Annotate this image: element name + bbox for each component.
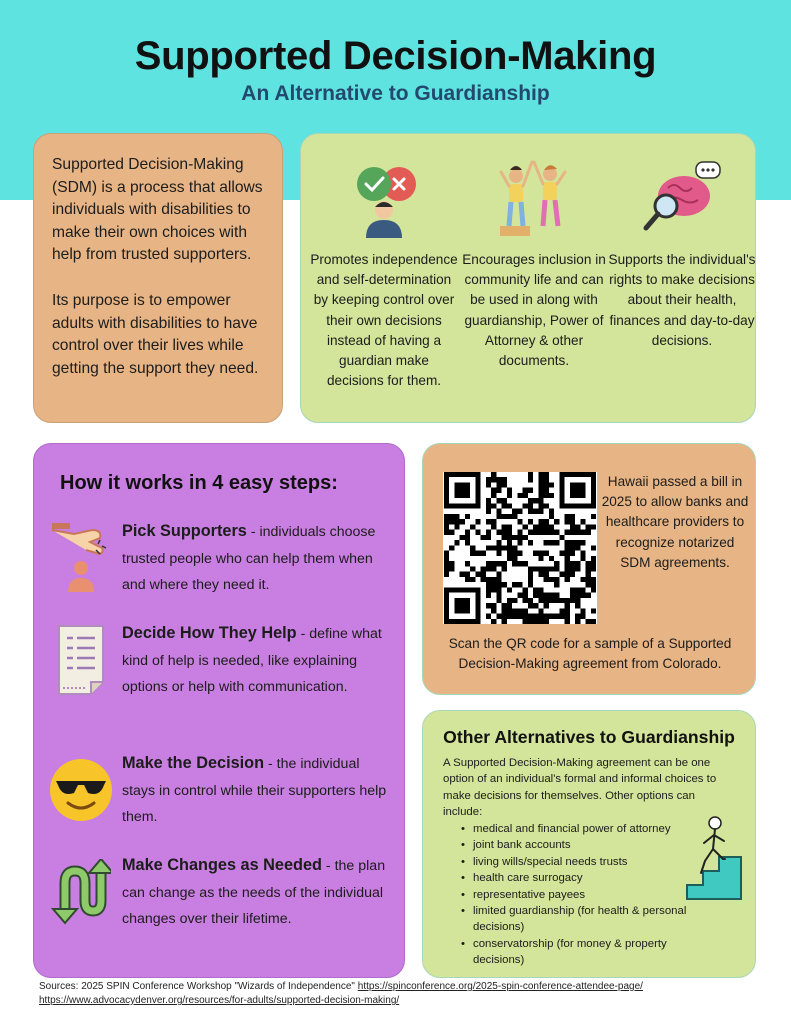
hawaii-bill-note: Hawaii passed a bill in 2025 to allow banks and healthcare providers to recognize notarized SDM agreements.	[601, 474, 749, 570]
benefit-text: Promotes independence and self-determination by keeping control over their own decisions instead of having a guardian make decisions for them.	[310, 252, 458, 389]
page-title: Supported Decision-Making	[134, 34, 657, 78]
steps-card	[33, 443, 405, 978]
sources-label: Sources: 2025 SPIN Conference Workshop "Wizards of Independence"	[39, 981, 358, 992]
source-link-spin[interactable]: https://spinconference.org/2025-spin-conference-attendee-page/	[357, 981, 643, 992]
list-item: • conservatorship (for money & property decisions)	[461, 936, 711, 969]
sunglasses-emoji-icon	[48, 750, 114, 830]
alternatives-card	[422, 710, 756, 978]
step-desc: - the individual stays in control while their supporters help them.	[122, 756, 387, 825]
steps-heading: How it works in 4 easy steps:	[60, 472, 338, 494]
stair-climber-icon	[685, 815, 745, 901]
benefit-text: Encourages inclusion in community life and can be used in along with guardianship, Power of Attorney & other documents.	[462, 252, 606, 369]
step-title: Make Changes as Needed	[122, 856, 322, 874]
benefit-text: Supports the individual's rights to make decisions about their health, finances and day-to-day decisions.	[608, 252, 756, 348]
intro-card	[33, 133, 283, 423]
benefit-inclusion	[459, 158, 609, 371]
intro-definition: Supported Decision-Making (SDM) is a process that allows individuals with disabilities to make their own choices with help from trusted supporters.	[52, 156, 263, 264]
list-item: • health care surrogacy	[461, 870, 711, 886]
step-title: Pick Supporters	[122, 522, 247, 540]
list-item: • representative payees	[461, 887, 711, 903]
u-turn-arrows-icon	[48, 852, 114, 932]
brain-magnifier-icon	[607, 158, 757, 238]
list-item: • living wills/special needs trusts	[461, 854, 711, 870]
page-subtitle: An Alternative to Guardianship	[241, 82, 550, 105]
list-item: • medical and financial power of attorney	[461, 821, 711, 837]
benefit-rights	[607, 158, 757, 351]
alternatives-title: Other Alternatives to Guardianship	[443, 727, 735, 747]
hand-pick-person-icon	[48, 518, 114, 598]
qr-scan-caption: Scan the QR code for a sample of a Supported Decision-Making agreement from Colorado.	[448, 636, 732, 672]
list-item: • joint bank accounts	[461, 837, 711, 853]
document-list-icon	[48, 620, 114, 700]
qr-card	[422, 443, 756, 695]
qr-code[interactable]	[443, 472, 597, 624]
step-title: Make the Decision	[122, 754, 265, 772]
step-desc: - the plan can change as the needs of the individual changes over their lifetime.	[122, 858, 386, 927]
step-desc: - define what kind of help is needed, like explaining options or help with communication.	[122, 626, 382, 695]
list-item: • limited guardianship (for health & personal decisions)	[461, 903, 711, 936]
step-title: Decide How They Help	[122, 624, 297, 642]
alternatives-intro: A Supported Decision-Making agreement can be one option of an individual's formal and informal choices to make decisions for themselves. Other options can include:	[443, 757, 717, 819]
intro-purpose: Its purpose is to empower adults with disabilities to have control over their lives while getting the support they need.	[52, 291, 259, 377]
benefits-card	[300, 133, 756, 423]
benefit-independence	[309, 158, 459, 391]
step-desc: - individuals choose trusted people who can help them when and where they need it.	[122, 524, 376, 593]
alternatives-list	[461, 821, 711, 969]
source-link-advocacy[interactable]: https://www.advocacydenver.org/resources/for-adults/supported-decision-making/	[39, 995, 400, 1006]
high-five-people-icon	[459, 158, 609, 238]
sources-footer	[39, 980, 759, 1008]
check-x-person-icon	[309, 158, 459, 238]
